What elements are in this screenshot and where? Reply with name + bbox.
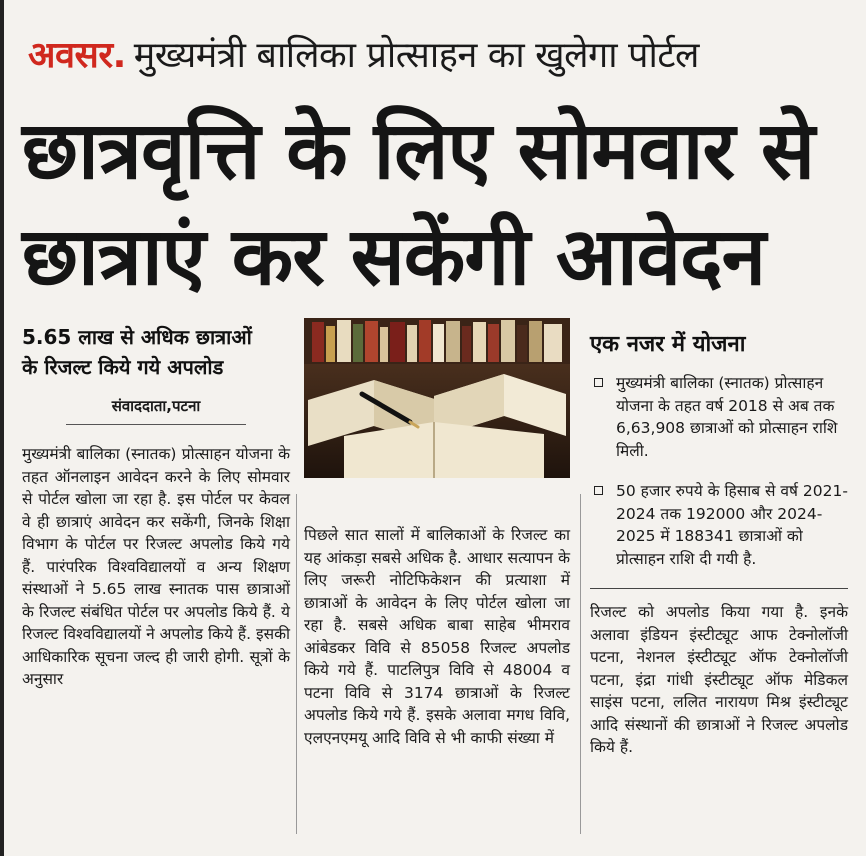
info-bullet-text: मुख्यमंत्री बालिका (स्नातक) प्रोत्साहन योजना के तहत वर्ष 2018 से अब तक 6,63,908 छात्राओं को प्रोत्साहन राशि मिली. (616, 374, 838, 460)
column-2 (304, 318, 570, 749)
column-1 (22, 322, 290, 691)
info-bullet-text: 50 हजार रुपये के हिसाब से वर्ष 2021-2024 तक 192000 और 2024-2025 में 188341 छात्राओं को प्रोत्साहन राशि दी गयी है. (616, 482, 848, 568)
article-body-col-1: मुख्यमंत्री बालिका (स्नातक) प्रोत्साहन योजना के तहत ऑनलाइन आवेदन करने के लिए सोमवार से पोर्टल खोला जा रहा है. इस पोर्टल पर केवल वे ही छात्राएं आवेदन कर सकेंगी, जिनके शिक्षा विभाग के पोर्टल पर रिजल्ट अपलोड किये गये हैं. पारंपरिक विश्वविद्यालयों व अन्य शिक्षण संस्थाओं ने 5.65 लाख स्नातक पास छात्राओं के रिजल्ट संबंधित पोर्टल पर अपलोड किये हैं. ये रिजल्ट विश्वविद्यालयों ने अपलोड किये हैं. इसकी आधिकारिक सूचना जल्द ही जारी होगी. सूत्रों के अनुसार (22, 445, 290, 688)
kicker-text: मुख्यमंत्री बालिका प्रोत्साहन का खुलेगा पोर्टल (133, 35, 699, 76)
headline-line-1: छात्रवृत्ति के लिए सोमवार से (22, 104, 815, 197)
column-divider-1 (296, 494, 297, 834)
info-box-rule (590, 588, 848, 589)
info-bullet (590, 480, 848, 570)
column-3 (590, 330, 848, 759)
sub-headline-line-1: 5.65 लाख से अधिक छात्राओं (22, 325, 252, 349)
books-photo-illustration (304, 318, 570, 478)
byline: संवाददाता,पटना (111, 397, 201, 415)
article-body-col-2: पिछले सात सालों में बालिकाओं के रिजल्ट का यह आंकड़ा सबसे अधिक है. आधार सत्यापन के लिए जरूरी नोटिफिकेशन की प्रत्याशा में छात्राओं के आवेदन के लिए पोर्टल खोला जा रहा है. सबसे अधिक बाबा साहेब भीमराव आंबेडकर विवि से 85058 रिजल्ट अपलोड किये गये हैं. पाटलिपुत्र विवि से 48004 व पटना विवि से 3174 छात्राओं के रिजल्ट अपलोड किये गये हैं. इसके अलावा मगध विवि, एलएनएमयू आदि विवि से भी काफी संख्या में (304, 526, 570, 747)
main-headline (22, 98, 852, 310)
info-bullet (590, 372, 848, 462)
kicker-dot: . (112, 35, 126, 76)
square-bullet-icon (594, 378, 603, 387)
books-photo (304, 318, 570, 478)
kicker-tag: अवसर (28, 35, 113, 76)
column-divider-2 (580, 494, 581, 834)
byline-rule (66, 424, 246, 425)
article-body-col-3: रिजल्ट को अपलोड किया गया है. इनके अलावा इंडियन इंस्टीट्यूट आफ टेक्नोलॉजी पटना, नेशनल इंस्टीट्यूट ऑफ टेक्नोलॉजी पटना, इंद्रा गांधी इंस्टीट्यूट ऑफ मेडिकल साइंस पटना, ललित नारायण मिश्र इंस्टीट्यूट आदि संस्थानों की छात्राओं ने रिजल्ट अपलोड किये हैं. (590, 603, 848, 756)
headline-line-2: छात्राएं कर सकेंगी आवेदन (22, 210, 766, 303)
info-box-title: एक नजर में योजना (590, 332, 746, 357)
page-edge (0, 0, 4, 856)
square-bullet-icon (594, 486, 603, 495)
kicker-line (28, 28, 856, 84)
info-box-bullets (590, 372, 848, 570)
sub-headline-line-2: के रिजल्ट किये गये अपलोड (22, 355, 224, 379)
